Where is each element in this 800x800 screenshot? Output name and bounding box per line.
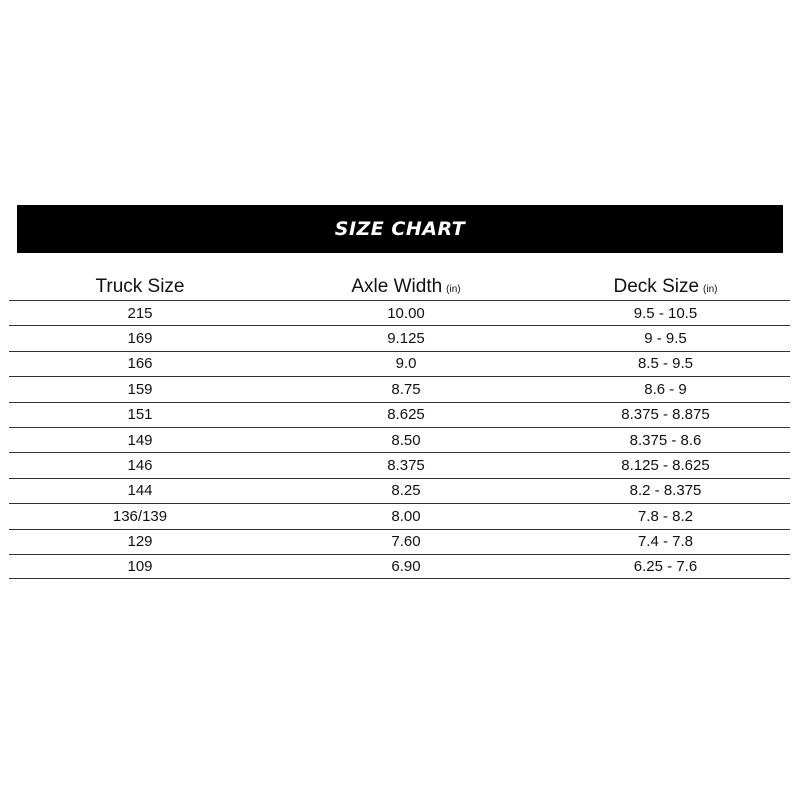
table-row — [9, 325, 790, 350]
truck-size-cell: 146 — [127, 457, 153, 475]
table-row — [9, 376, 790, 401]
table-row — [9, 402, 790, 427]
deck-size-cell: 7.4 - 7.8 — [637, 533, 694, 551]
deck-size-cell: 8.125 - 8.625 — [621, 457, 710, 475]
deck-size-cell: 8.375 - 8.6 — [629, 431, 702, 449]
deck-size-cell: 8.2 - 8.375 — [629, 482, 702, 500]
truck-size-cell: 151 — [127, 406, 153, 424]
axle-width-cell: 6.90 — [391, 558, 421, 576]
deck-size-cell: 9.5 - 10.5 — [633, 304, 698, 322]
truck-size-cell: 215 — [127, 304, 153, 322]
table-row — [9, 351, 790, 376]
deck-size-cell: 8.5 - 9.5 — [637, 355, 694, 373]
page-title: SIZE CHART — [334, 218, 466, 240]
axle-width-cell: 9.125 — [387, 330, 425, 348]
truck-size-cell: 166 — [127, 355, 153, 373]
deck-size-cell: 7.8 - 8.2 — [637, 507, 694, 525]
header-deck-size: Deck Size (in) — [613, 276, 718, 297]
axle-width-cell: 10.00 — [387, 304, 425, 322]
table-row — [9, 452, 790, 477]
header-truck-size: Truck Size — [95, 276, 185, 297]
deck-size-cell: 8.6 - 9 — [644, 380, 687, 398]
axle-width-cell: 8.25 — [391, 482, 421, 500]
table-row — [9, 503, 790, 528]
deck-size-unit: (in) — [703, 284, 718, 295]
truck-size-cell: 109 — [127, 558, 153, 576]
header-axle-width: Axle Width (in) — [351, 276, 461, 297]
deck-size-cell: 6.25 - 7.6 — [633, 558, 698, 576]
truck-size-cell: 144 — [127, 482, 153, 500]
axle-width-cell: 8.75 — [391, 380, 421, 398]
table-header — [9, 270, 790, 300]
axle-width-cell: 8.625 — [387, 406, 425, 424]
table-row — [9, 529, 790, 554]
table-row — [9, 427, 790, 452]
axle-width-cell: 7.60 — [391, 533, 421, 551]
truck-size-cell: 149 — [127, 431, 153, 449]
truck-size-cell: 136/139 — [112, 507, 168, 525]
size-table — [9, 270, 790, 579]
deck-size-cell: 8.375 - 8.875 — [621, 406, 710, 424]
table-row — [9, 478, 790, 503]
axle-width-cell: 8.00 — [391, 507, 421, 525]
axle-width-unit: (in) — [446, 284, 461, 295]
axle-width-cell: 9.0 — [395, 355, 417, 373]
truck-size-cell: 169 — [127, 330, 153, 348]
truck-size-cell: 159 — [127, 380, 153, 398]
table-row — [9, 554, 790, 579]
axle-width-cell: 8.375 — [387, 457, 425, 475]
deck-size-cell: 9 - 9.5 — [644, 330, 687, 348]
table-row — [9, 300, 790, 325]
axle-width-cell: 8.50 — [391, 431, 421, 449]
truck-size-cell: 129 — [127, 533, 153, 551]
title-banner — [17, 205, 783, 253]
